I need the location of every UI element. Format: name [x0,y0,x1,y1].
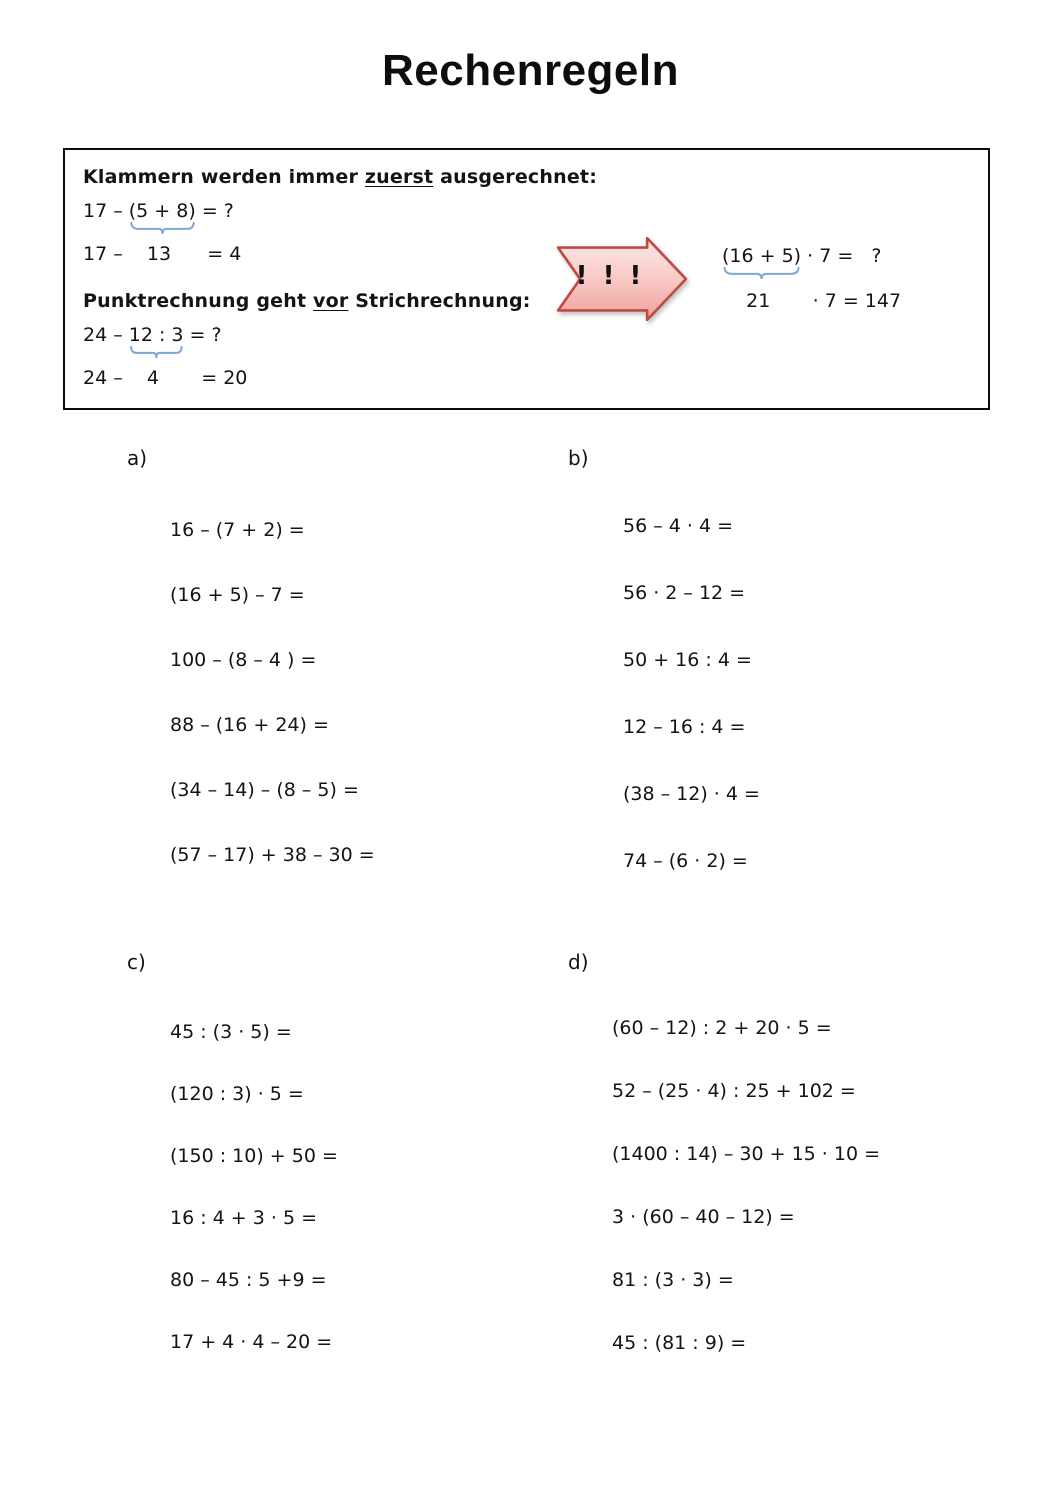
exercise-item: 17 + 4 · 4 – 20 = [170,1331,333,1353]
exercise-item: 45 : (81 : 9) = [612,1332,747,1354]
exercise-item: 81 : (3 · 3) = [612,1269,734,1291]
section-a-label: a) [127,446,148,470]
underbrace-icon [130,222,195,234]
section-b-label: b) [568,446,589,470]
rule-2-expr-pre: 24 – [83,324,129,346]
rule-1-expr-post: = ? [195,200,234,222]
section-a [127,446,375,867]
exercise-item: (150 : 10) + 50 = [170,1145,338,1167]
example-braced-text: (16 + 5) [722,245,802,267]
exercise-item: (120 : 3) · 5 = [170,1083,304,1105]
exercise-item: (34 – 14) – (8 – 5) = [170,779,359,801]
exercise-item: 80 – 45 : 5 +9 = [170,1269,327,1291]
rule-2-braced-text: 12 : 3 [128,324,184,346]
rule-2-expr-post: = ? [183,324,222,346]
exercise-item: 52 – (25 · 4) : 25 + 102 = [612,1080,856,1102]
rule-1-expr-pre: 17 – [83,200,129,222]
example-result: 21 · 7 = 147 [722,290,902,312]
rule-2-heading-pre: Punktrechnung geht [83,290,314,312]
rule-1-heading-pre: Klammern werden immer [83,166,365,188]
example-expr-post: · 7 = ? [801,245,882,267]
exercise-item: (16 + 5) – 7 = [170,584,305,606]
rule-1-braced-text: (5 + 8) [128,200,196,222]
exercise-item: 88 – (16 + 24) = [170,714,329,736]
exercise-item: 56 – 4 · 4 = [623,515,734,537]
exercise-item: 56 · 2 – 12 = [623,582,746,604]
exercise-item: (60 – 12) : 2 + 20 · 5 = [612,1017,832,1039]
exercise-item: 100 – (8 – 4 ) = [170,649,317,671]
exercise-item: 45 : (3 · 5) = [170,1021,292,1043]
page-title: Rechenregeln [382,46,679,95]
exercise-item: 50 + 16 : 4 = [623,649,752,671]
section-c-label: c) [127,950,146,974]
exercise-item: 12 – 16 : 4 = [623,716,746,738]
rule-2-expression [83,323,988,347]
example-braced-term [722,244,801,268]
section-d-label: d) [568,950,589,974]
underbrace-icon [130,346,183,358]
example-expression [722,244,1012,268]
rule-1-heading-underlined: zuerst [364,166,434,188]
section-b [568,446,760,873]
arrow-exclamation-label: ! ! ! [575,261,645,291]
rule-1-heading-post: ausgerechnet: [433,166,598,188]
rule-1-expression [83,199,988,223]
exercise-item: (57 – 17) + 38 – 30 = [170,844,375,866]
rule-1-result: 17 – 13 = 4 [83,243,242,265]
emphasis-arrow [556,237,688,321]
arrow-example [722,244,1012,313]
exercise-item: 16 – (7 + 2) = [170,519,305,541]
exercise-item: 3 · (60 – 40 – 12) = [612,1206,795,1228]
exercise-item: (1400 : 14) – 30 + 15 · 10 = [612,1143,881,1165]
rule-2-result: 24 – 4 = 20 [83,367,248,389]
exercise-item: (38 – 12) · 4 = [623,783,760,805]
section-c [127,950,338,1354]
rule-2-braced-term [129,323,184,347]
underbrace-icon [723,267,800,279]
rule-2-heading-underlined: vor [313,290,349,312]
rule-1-braced-term [129,199,196,223]
rule-1-heading [83,166,988,188]
exercise-item: 16 : 4 + 3 · 5 = [170,1207,317,1229]
exercise-item: 74 – (6 · 2) = [623,850,748,872]
section-d [568,950,880,1355]
rule-2-heading-post: Strichrechnung: [348,290,531,312]
